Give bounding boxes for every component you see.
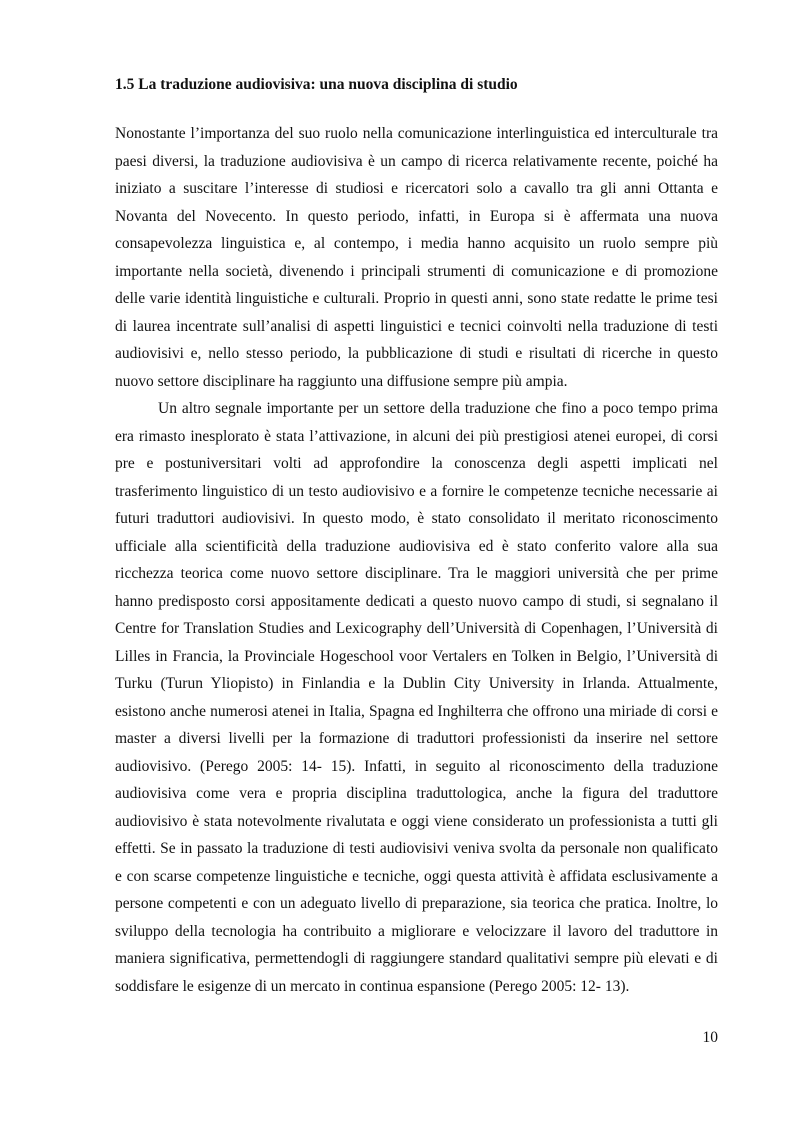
section-heading: 1.5 La traduzione audiovisiva: una nuova disciplina di studio: [115, 76, 518, 93]
paragraph-1: Nonostante l’importanza del suo ruolo nella comunicazione interlinguistica ed interculturale tra paesi diversi, la traduzione audiovisiva è un campo di ricerca relativamente recente, poiché ha iniziato a suscitare l’interesse di studiosi e ricercatori solo a cavallo tra gli anni Ottanta e Novanta del Novecento. In questo periodo, infatti, in Europa si è affermata una nuova consapevolezza linguistica e, al contempo, i media hanno acquisito un ruolo sempre più importante nella società, divenendo i principali strumenti di comunicazione e di promozione delle varie identità linguistiche e culturali. Proprio in questi anni, sono state redatte le prime tesi di laurea incentrate sull’analisi di aspetti linguistici e tecnici coinvolti nella traduzione di testi audiovisivi e, nello stesso periodo, la pubblicazione di studi e risultati di ricerche in questo nuovo settore disciplinare ha raggiunto una diffusione sempre più ampia.: [115, 125, 718, 390]
body-text: [115, 120, 718, 1000]
paragraph-2: Un altro segnale importante per un settore della traduzione che fino a poco tempo prima era rimasto inesplorato è stata l’attivazione, in alcuni dei più prestigiosi atenei europei, di corsi pre e postuniversitari volti ad approfondire la conoscenza degli aspetti implicati nel trasferimento linguistico di un testo audiovisivo e a fornire le competenze tecniche necessarie ai futuri traduttori audiovisivi. In questo modo, è stato consolidato il meritato riconoscimento ufficiale alla scientificità della traduzione audiovisiva ed è stato conferito valore alla sua ricchezza teorica come nuovo settore disciplinare. Tra le maggiori università che per prime hanno predisposto corsi appositamente dedicati a questo nuovo campo di studi, si segnalano il Centre for Translation Studies and Lexicography dell’Università di Copenhagen, l’Università di Lilles in Francia, la Provinciale Hogeschool voor Vertalers en Tolken in Belgio, l’Università di Turku (Turun Yliopisto) in Finlandia e la Dublin City University in Irlanda. Attualmente, esistono anche numerosi atenei in Italia, Spagna ed Inghilterra che offrono una miriade di corsi e master a diversi livelli per la formazione di traduttori professionisti da inserire nel settore audiovisivo. (Perego 2005: 14- 15). Infatti, in seguito al riconoscimento della traduzione audiovisiva come vera e propria disciplina traduttologica, anche la figura del traduttore audiovisivo è stata notevolmente rivalutata e oggi viene considerato un professionista a tutti gli effetti. Se in passato la traduzione di testi audiovisivi veniva svolta da personale non qualificato e con scarse competenze linguistiche e tecniche, oggi questa attività è affidata esclusivamente a persone competenti e con un adeguato livello di preparazione, sia teorica che pratica. Inoltre, lo sviluppo della tecnologia ha contribuito a migliorare e velocizzare il lavoro del traduttore in maniera significativa, permettendogli di raggiungere standard qualitativi sempre più elevati e di soddisfare le esigenze di un mercato in continua espansione (Perego 2005: 12- 13).: [115, 400, 718, 995]
page-number: 10: [702, 1029, 718, 1046]
